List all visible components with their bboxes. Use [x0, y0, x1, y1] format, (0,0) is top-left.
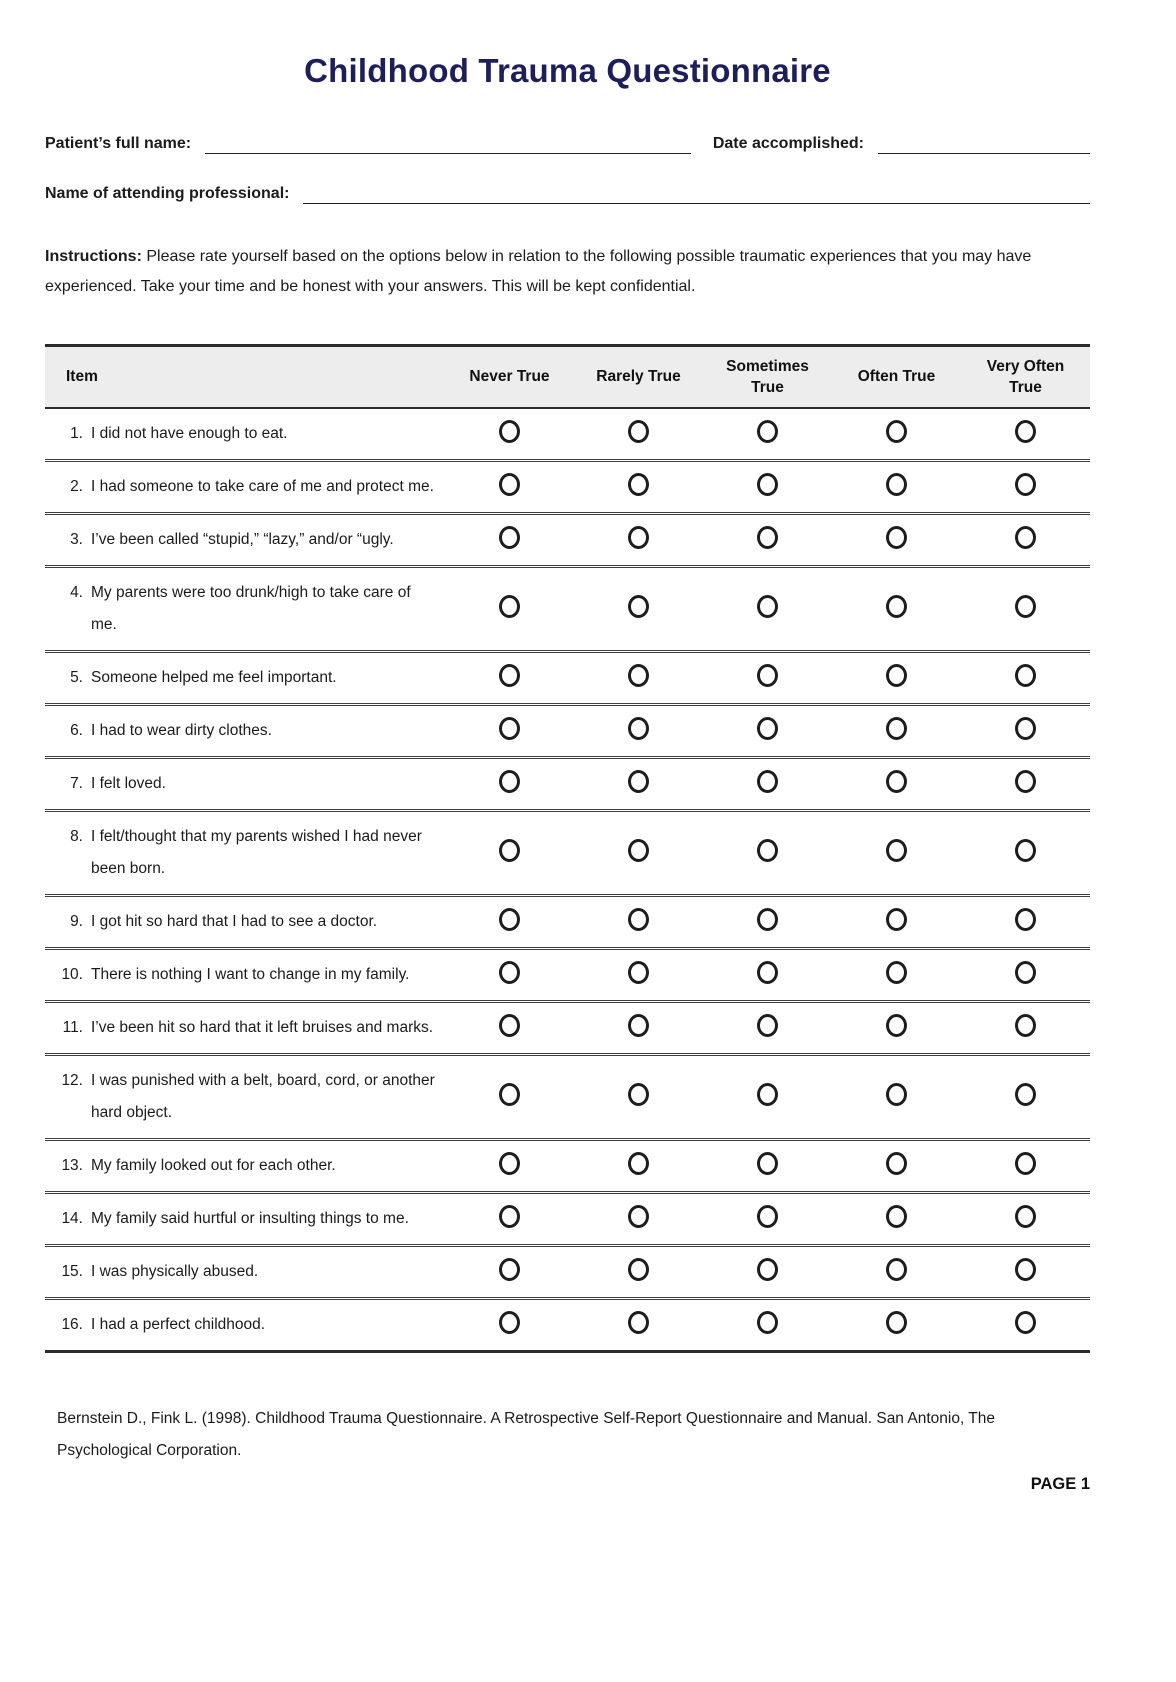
option-cell-rarely-true — [574, 1054, 703, 1139]
table-row — [45, 704, 1090, 757]
column-header-sometimes-true: Sometimes True — [703, 346, 832, 408]
radio-sometimes-true[interactable] — [757, 526, 778, 549]
option-cell-rarely-true — [574, 1001, 703, 1054]
table-row — [45, 757, 1090, 810]
item-text: I had a perfect childhood. — [91, 1315, 266, 1333]
item-cell — [45, 1298, 445, 1351]
option-cell-rarely-true — [574, 1139, 703, 1192]
item-number: 1. — [70, 424, 83, 442]
column-header-item: Item — [45, 346, 445, 408]
table-body — [45, 408, 1090, 1352]
item-statement — [55, 959, 439, 991]
item-cell — [45, 810, 445, 895]
item-text: Someone helped me feel important. — [91, 668, 337, 686]
option-cell-never-true — [445, 1298, 574, 1351]
item-cell — [45, 513, 445, 566]
radio-often-true[interactable] — [886, 1152, 907, 1175]
radio-sometimes-true[interactable] — [757, 1083, 778, 1106]
radio-very-often-true[interactable] — [1015, 1083, 1036, 1106]
option-cell-never-true — [445, 1001, 574, 1054]
radio-sometimes-true[interactable] — [757, 1014, 778, 1037]
column-header-never-true: Never True — [445, 346, 574, 408]
item-text: I felt loved. — [91, 774, 166, 792]
option-cell-sometimes-true — [703, 513, 832, 566]
item-cell — [45, 895, 445, 948]
item-statement — [55, 1203, 439, 1235]
item-cell — [45, 948, 445, 1001]
radio-rarely-true[interactable] — [628, 908, 649, 931]
item-cell — [45, 1139, 445, 1192]
table-row — [45, 1001, 1090, 1054]
option-cell-rarely-true — [574, 1298, 703, 1351]
questionnaire-document — [0, 52, 1176, 1494]
item-text: My family looked out for each other. — [91, 1156, 336, 1174]
column-header-very-often-true: Very Often True — [961, 346, 1090, 408]
option-cell-sometimes-true — [703, 810, 832, 895]
item-statement — [55, 662, 439, 694]
item-cell — [45, 704, 445, 757]
radio-very-often-true[interactable] — [1015, 1258, 1036, 1281]
radio-never-true[interactable] — [499, 1258, 520, 1281]
radio-often-true[interactable] — [886, 664, 907, 687]
radio-very-often-true[interactable] — [1015, 1152, 1036, 1175]
option-cell-sometimes-true — [703, 460, 832, 513]
option-cell-rarely-true — [574, 460, 703, 513]
item-cell — [45, 1192, 445, 1245]
radio-never-true[interactable] — [499, 961, 520, 984]
option-cell-often-true — [832, 704, 961, 757]
option-cell-never-true — [445, 948, 574, 1001]
option-cell-rarely-true — [574, 513, 703, 566]
item-text: My parents were too drunk/high to take care of me. — [91, 583, 411, 633]
option-cell-sometimes-true — [703, 408, 832, 461]
option-cell-never-true — [445, 895, 574, 948]
option-cell-never-true — [445, 810, 574, 895]
radio-sometimes-true[interactable] — [757, 908, 778, 931]
radio-very-often-true[interactable] — [1015, 526, 1036, 549]
patient-name-input[interactable] — [205, 132, 691, 154]
radio-sometimes-true[interactable] — [757, 420, 778, 443]
table-header — [45, 346, 1090, 408]
option-cell-often-true — [832, 566, 961, 651]
option-cell-never-true — [445, 1192, 574, 1245]
option-cell-never-true — [445, 651, 574, 704]
option-cell-rarely-true — [574, 948, 703, 1001]
item-text: There is nothing I want to change in my family. — [91, 965, 410, 983]
option-cell-very-often-true — [961, 1001, 1090, 1054]
item-number: 16. — [61, 1315, 83, 1333]
table-row — [45, 1298, 1090, 1351]
option-cell-often-true — [832, 1192, 961, 1245]
option-cell-never-true — [445, 1139, 574, 1192]
attending-professional-label: Name of attending professional: — [45, 185, 290, 202]
option-cell-never-true — [445, 566, 574, 651]
radio-sometimes-true[interactable] — [757, 664, 778, 687]
option-cell-very-often-true — [961, 757, 1090, 810]
option-cell-rarely-true — [574, 895, 703, 948]
item-text: I’ve been hit so hard that it left bruises and marks. — [91, 1018, 434, 1036]
item-statement — [55, 821, 439, 885]
radio-sometimes-true[interactable] — [757, 1258, 778, 1281]
item-cell — [45, 460, 445, 513]
item-statement — [55, 1150, 439, 1182]
radio-sometimes-true[interactable] — [757, 961, 778, 984]
option-cell-never-true — [445, 1245, 574, 1298]
item-number: 2. — [70, 477, 83, 495]
radio-never-true[interactable] — [499, 664, 520, 687]
radio-often-true[interactable] — [886, 717, 907, 740]
option-cell-often-true — [832, 757, 961, 810]
option-cell-often-true — [832, 810, 961, 895]
radio-never-true[interactable] — [499, 1152, 520, 1175]
option-cell-often-true — [832, 513, 961, 566]
table-row — [45, 895, 1090, 948]
radio-very-often-true[interactable] — [1015, 770, 1036, 793]
option-cell-very-often-true — [961, 810, 1090, 895]
questionnaire-table — [45, 344, 1090, 1353]
radio-often-true[interactable] — [886, 961, 907, 984]
radio-rarely-true[interactable] — [628, 1083, 649, 1106]
item-number: 10. — [61, 965, 83, 983]
table-row — [45, 1054, 1090, 1139]
item-cell — [45, 1054, 445, 1139]
option-cell-very-often-true — [961, 1298, 1090, 1351]
citation-text: Bernstein D., Fink L. (1998). Childhood Trauma Questionnaire. A Retrospective Self-Report Questionnaire and Manual. San Antonio, The Psychological Corporation. — [57, 1409, 995, 1459]
instructions-paragraph — [45, 242, 1090, 302]
item-number: 5. — [70, 668, 83, 686]
radio-very-often-true[interactable] — [1015, 717, 1036, 740]
item-text: I did not have enough to eat. — [91, 424, 288, 442]
table-row — [45, 948, 1090, 1001]
item-number: 7. — [70, 774, 83, 792]
item-cell — [45, 1001, 445, 1054]
option-cell-very-often-true — [961, 651, 1090, 704]
option-cell-often-true — [832, 408, 961, 461]
radio-often-true[interactable] — [886, 770, 907, 793]
option-cell-very-often-true — [961, 1054, 1090, 1139]
radio-rarely-true[interactable] — [628, 1205, 649, 1228]
option-cell-rarely-true — [574, 408, 703, 461]
radio-never-true[interactable] — [499, 839, 520, 862]
radio-rarely-true[interactable] — [628, 1014, 649, 1037]
item-statement — [55, 418, 439, 450]
option-cell-sometimes-true — [703, 1001, 832, 1054]
option-cell-rarely-true — [574, 1245, 703, 1298]
option-cell-often-true — [832, 1298, 961, 1351]
item-cell — [45, 566, 445, 651]
radio-rarely-true[interactable] — [628, 664, 649, 687]
option-cell-rarely-true — [574, 651, 703, 704]
radio-often-true[interactable] — [886, 1083, 907, 1106]
item-statement — [55, 471, 439, 503]
item-text: I was punished with a belt, board, cord, or another hard object. — [91, 1071, 435, 1121]
date-accomplished-label: Date accomplished: — [712, 135, 864, 152]
patient-date-row — [45, 132, 1090, 154]
item-number: 4. — [70, 583, 83, 601]
radio-never-true[interactable] — [499, 770, 520, 793]
item-number: 12. — [61, 1071, 83, 1089]
item-text: My family said hurtful or insulting things to me. — [91, 1209, 409, 1227]
option-cell-often-true — [832, 1245, 961, 1298]
radio-rarely-true[interactable] — [628, 839, 649, 862]
radio-sometimes-true[interactable] — [757, 717, 778, 740]
option-cell-sometimes-true — [703, 948, 832, 1001]
option-cell-very-often-true — [961, 1139, 1090, 1192]
radio-very-often-true[interactable] — [1015, 1311, 1036, 1334]
radio-never-true[interactable] — [499, 526, 520, 549]
radio-rarely-true[interactable] — [628, 1311, 649, 1334]
item-cell — [45, 1245, 445, 1298]
option-cell-often-true — [832, 1054, 961, 1139]
option-cell-sometimes-true — [703, 757, 832, 810]
radio-very-often-true[interactable] — [1015, 908, 1036, 931]
item-text: I was physically abused. — [91, 1262, 259, 1280]
item-number: 11. — [62, 1018, 83, 1036]
radio-often-true[interactable] — [886, 839, 907, 862]
radio-sometimes-true[interactable] — [757, 473, 778, 496]
radio-never-true[interactable] — [499, 1083, 520, 1106]
option-cell-sometimes-true — [703, 1054, 832, 1139]
radio-often-true[interactable] — [886, 420, 907, 443]
radio-often-true[interactable] — [886, 473, 907, 496]
option-cell-never-true — [445, 704, 574, 757]
option-cell-sometimes-true — [703, 1298, 832, 1351]
table-row — [45, 408, 1090, 461]
radio-rarely-true[interactable] — [628, 1258, 649, 1281]
radio-never-true[interactable] — [499, 1311, 520, 1334]
option-cell-very-often-true — [961, 948, 1090, 1001]
item-statement — [55, 1065, 439, 1129]
option-cell-rarely-true — [574, 810, 703, 895]
item-cell — [45, 408, 445, 461]
professional-row — [45, 182, 1090, 204]
radio-sometimes-true[interactable] — [757, 1311, 778, 1334]
radio-very-often-true[interactable] — [1015, 961, 1036, 984]
table-row — [45, 810, 1090, 895]
item-statement — [55, 1012, 439, 1044]
option-cell-never-true — [445, 513, 574, 566]
radio-never-true[interactable] — [499, 595, 520, 618]
radio-very-often-true[interactable] — [1015, 420, 1036, 443]
option-cell-often-true — [832, 895, 961, 948]
date-accomplished-input[interactable] — [878, 132, 1090, 154]
radio-very-often-true[interactable] — [1015, 1014, 1036, 1037]
radio-often-true[interactable] — [886, 1311, 907, 1334]
radio-sometimes-true[interactable] — [757, 1205, 778, 1228]
item-number: 6. — [70, 721, 83, 739]
option-cell-rarely-true — [574, 757, 703, 810]
item-statement — [55, 524, 439, 556]
option-cell-sometimes-true — [703, 895, 832, 948]
item-statement — [55, 715, 439, 747]
item-text: I got hit so hard that I had to see a doctor. — [91, 912, 378, 930]
table-row — [45, 1139, 1090, 1192]
option-cell-rarely-true — [574, 1192, 703, 1245]
radio-sometimes-true[interactable] — [757, 595, 778, 618]
option-cell-often-true — [832, 1001, 961, 1054]
instructions-label: Instructions: — [45, 248, 142, 265]
option-cell-very-often-true — [961, 513, 1090, 566]
option-cell-often-true — [832, 1139, 961, 1192]
radio-very-often-true[interactable] — [1015, 839, 1036, 862]
option-cell-rarely-true — [574, 704, 703, 757]
radio-often-true[interactable] — [886, 908, 907, 931]
radio-never-true[interactable] — [499, 420, 520, 443]
option-cell-often-true — [832, 948, 961, 1001]
radio-rarely-true[interactable] — [628, 1152, 649, 1175]
page-title: Childhood Trauma Questionnaire — [304, 52, 831, 89]
option-cell-very-often-true — [961, 408, 1090, 461]
option-cell-never-true — [445, 757, 574, 810]
item-text: I had someone to take care of me and protect me. — [91, 477, 434, 495]
option-cell-sometimes-true — [703, 704, 832, 757]
option-cell-very-often-true — [961, 1192, 1090, 1245]
item-statement — [55, 1309, 439, 1341]
option-cell-never-true — [445, 460, 574, 513]
option-cell-never-true — [445, 1054, 574, 1139]
radio-sometimes-true[interactable] — [757, 770, 778, 793]
option-cell-sometimes-true — [703, 1245, 832, 1298]
item-number: 9. — [70, 912, 83, 930]
radio-rarely-true[interactable] — [628, 961, 649, 984]
radio-sometimes-true[interactable] — [757, 839, 778, 862]
item-statement — [55, 768, 439, 800]
radio-rarely-true[interactable] — [628, 526, 649, 549]
radio-rarely-true[interactable] — [628, 473, 649, 496]
radio-never-true[interactable] — [499, 473, 520, 496]
radio-very-often-true[interactable] — [1015, 473, 1036, 496]
item-text: I’ve been called “stupid,” “lazy,” and/or “ugly. — [91, 530, 394, 548]
table-header-row — [45, 346, 1090, 408]
option-cell-often-true — [832, 651, 961, 704]
radio-often-true[interactable] — [886, 1205, 907, 1228]
item-cell — [45, 651, 445, 704]
radio-never-true[interactable] — [499, 1014, 520, 1037]
table-row — [45, 513, 1090, 566]
item-number: 3. — [70, 530, 83, 548]
radio-rarely-true[interactable] — [628, 770, 649, 793]
patient-name-label: Patient’s full name: — [45, 135, 192, 152]
radio-never-true[interactable] — [499, 908, 520, 931]
table-row — [45, 651, 1090, 704]
item-number: 13. — [61, 1156, 83, 1174]
radio-rarely-true[interactable] — [628, 420, 649, 443]
option-cell-very-often-true — [961, 566, 1090, 651]
table-row — [45, 1192, 1090, 1245]
table-row — [45, 460, 1090, 513]
option-cell-sometimes-true — [703, 1192, 832, 1245]
radio-rarely-true[interactable] — [628, 717, 649, 740]
option-cell-sometimes-true — [703, 566, 832, 651]
option-cell-sometimes-true — [703, 651, 832, 704]
item-statement — [55, 1256, 439, 1288]
option-cell-never-true — [445, 408, 574, 461]
item-text: I felt/thought that my parents wished I had never been born. — [91, 827, 422, 877]
radio-often-true[interactable] — [886, 526, 907, 549]
column-header-often-true: Often True — [832, 346, 961, 408]
radio-often-true[interactable] — [886, 595, 907, 618]
table-row — [45, 1245, 1090, 1298]
radio-sometimes-true[interactable] — [757, 1152, 778, 1175]
item-statement — [55, 577, 439, 641]
option-cell-often-true — [832, 460, 961, 513]
radio-very-often-true[interactable] — [1015, 595, 1036, 618]
item-text: I had to wear dirty clothes. — [91, 721, 272, 739]
radio-very-often-true[interactable] — [1015, 1205, 1036, 1228]
instructions-text: Please rate yourself based on the options below in relation to the following possible traumatic experiences that you may have experienced. Take your time and be honest with your answers. This will be kept confidential. — [45, 248, 1032, 295]
item-number: 8. — [70, 827, 83, 845]
radio-never-true[interactable] — [499, 1205, 520, 1228]
option-cell-sometimes-true — [703, 1139, 832, 1192]
option-cell-very-often-true — [961, 895, 1090, 948]
radio-very-often-true[interactable] — [1015, 664, 1036, 687]
item-number: 15. — [61, 1262, 83, 1280]
radio-never-true[interactable] — [499, 717, 520, 740]
radio-often-true[interactable] — [886, 1258, 907, 1281]
option-cell-very-often-true — [961, 1245, 1090, 1298]
option-cell-very-often-true — [961, 460, 1090, 513]
page-number-label: PAGE 1 — [1030, 1474, 1090, 1493]
column-header-rarely-true: Rarely True — [574, 346, 703, 408]
item-number: 14. — [61, 1209, 83, 1227]
option-cell-very-often-true — [961, 704, 1090, 757]
radio-often-true[interactable] — [886, 1014, 907, 1037]
option-cell-rarely-true — [574, 566, 703, 651]
item-statement — [55, 906, 439, 938]
radio-rarely-true[interactable] — [628, 595, 649, 618]
item-cell — [45, 757, 445, 810]
table-row — [45, 566, 1090, 651]
attending-professional-input[interactable] — [303, 182, 1090, 204]
